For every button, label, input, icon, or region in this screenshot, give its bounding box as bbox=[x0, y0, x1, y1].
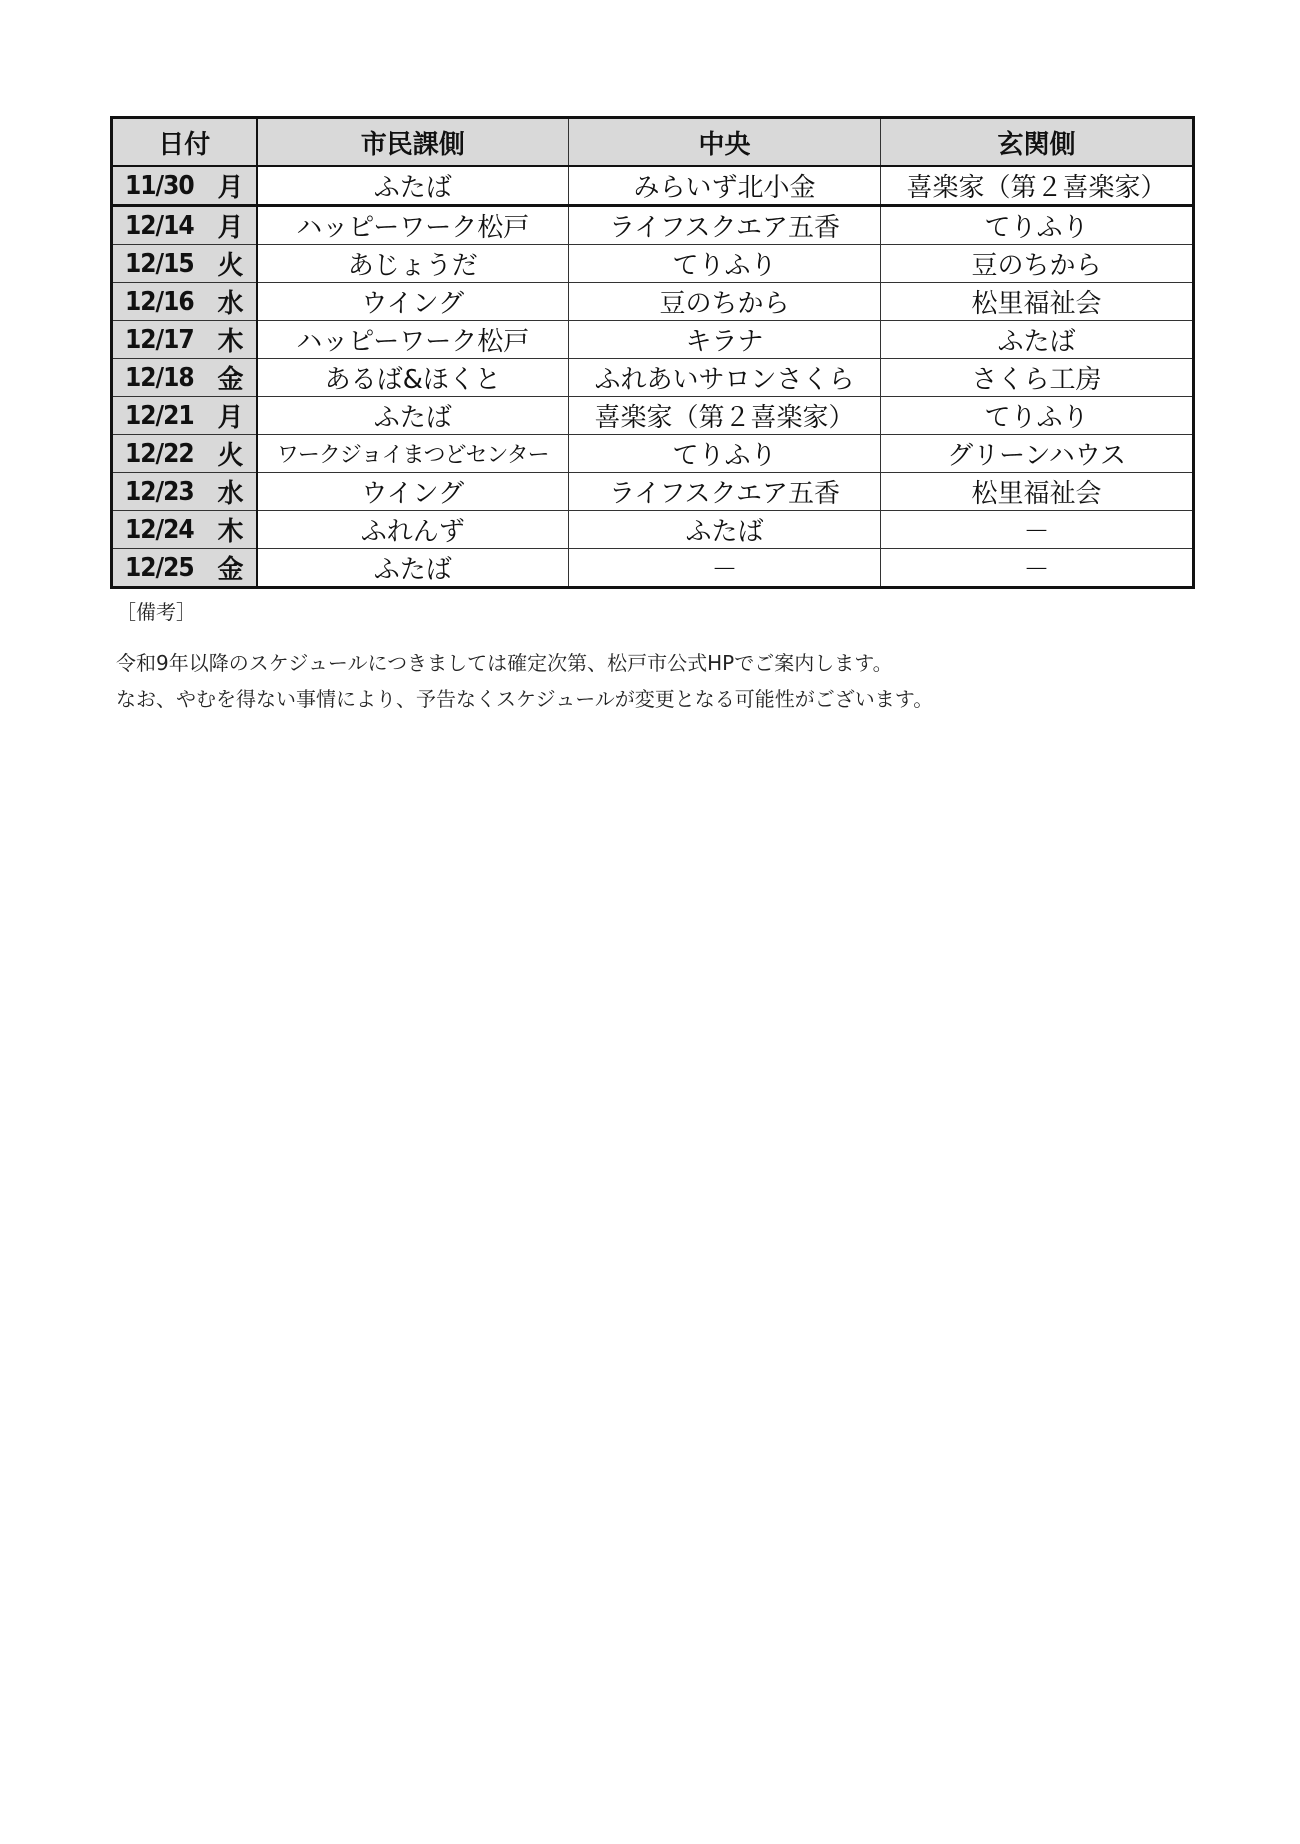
chuo-cell: 喜楽家（第２喜楽家） bbox=[569, 397, 881, 435]
date-cell: 12/18 bbox=[112, 359, 206, 397]
table-row bbox=[112, 166, 1194, 206]
shimin-cell: あるば&ほくと bbox=[257, 359, 569, 397]
weekday-cell: 木 bbox=[206, 321, 257, 359]
shimin-cell: ウイング bbox=[257, 473, 569, 511]
weekday-cell: 月 bbox=[206, 397, 257, 435]
chuo-cell: － bbox=[569, 549, 881, 588]
weekday-cell: 金 bbox=[206, 549, 257, 588]
date-cell: 12/15 bbox=[112, 245, 206, 283]
table-row bbox=[112, 245, 1194, 283]
chuo-cell: てりふり bbox=[569, 245, 881, 283]
notes-label: ［備考］ bbox=[116, 600, 196, 624]
genkan-cell: － bbox=[881, 511, 1194, 549]
date-cell: 12/23 bbox=[112, 473, 206, 511]
schedule-table bbox=[110, 116, 1195, 589]
weekday-cell: 火 bbox=[206, 245, 257, 283]
shimin-cell: ハッピーワーク松戸 bbox=[257, 206, 569, 245]
shimin-cell: ふたば bbox=[257, 397, 569, 435]
chuo-cell: ふたば bbox=[569, 511, 881, 549]
table-row bbox=[112, 511, 1194, 549]
shimin-cell: ふれんず bbox=[257, 511, 569, 549]
table-row bbox=[112, 549, 1194, 588]
chuo-cell: キラナ bbox=[569, 321, 881, 359]
weekday-cell: 水 bbox=[206, 473, 257, 511]
genkan-cell: － bbox=[881, 549, 1194, 588]
chuo-cell: ふれあいサロンさくら bbox=[569, 359, 881, 397]
shimin-cell: ハッピーワーク松戸 bbox=[257, 321, 569, 359]
table-row bbox=[112, 435, 1194, 473]
genkan-cell: 松里福祉会 bbox=[881, 283, 1194, 321]
table-row bbox=[112, 206, 1194, 245]
genkan-cell: さくら工房 bbox=[881, 359, 1194, 397]
note-line-schedule: 令和9年以降のスケジュールにつきましては確定次第、松戸市公式HPでご案内します。 bbox=[116, 651, 893, 675]
genkan-cell: てりふり bbox=[881, 397, 1194, 435]
genkan-cell: 喜楽家（第２喜楽家） bbox=[881, 166, 1194, 206]
date-cell: 12/17 bbox=[112, 321, 206, 359]
shimin-cell: ふたば bbox=[257, 166, 569, 206]
shimin-cell: あじょうだ bbox=[257, 245, 569, 283]
header-genkan: 玄関側 bbox=[881, 118, 1194, 167]
note-line-change: なお、やむを得ない事情により、予告なくスケジュールが変更となる可能性がございます。 bbox=[116, 687, 934, 711]
table-row bbox=[112, 473, 1194, 511]
weekday-cell: 木 bbox=[206, 511, 257, 549]
shimin-cell: ワークジョイまつどセンター bbox=[257, 435, 569, 473]
table-row bbox=[112, 283, 1194, 321]
chuo-cell: ライフスクエア五香 bbox=[569, 473, 881, 511]
genkan-cell: 松里福祉会 bbox=[881, 473, 1194, 511]
date-cell: 11/30 bbox=[112, 166, 206, 206]
date-cell: 12/22 bbox=[112, 435, 206, 473]
date-cell: 12/24 bbox=[112, 511, 206, 549]
weekday-cell: 水 bbox=[206, 283, 257, 321]
date-cell: 12/14 bbox=[112, 206, 206, 245]
shimin-cell: ふたば bbox=[257, 549, 569, 588]
chuo-cell: 豆のちから bbox=[569, 283, 881, 321]
table-row bbox=[112, 397, 1194, 435]
table-row bbox=[112, 321, 1194, 359]
date-cell: 12/16 bbox=[112, 283, 206, 321]
genkan-cell: グリーンハウス bbox=[881, 435, 1194, 473]
weekday-cell: 金 bbox=[206, 359, 257, 397]
chuo-cell: ライフスクエア五香 bbox=[569, 206, 881, 245]
weekday-cell: 火 bbox=[206, 435, 257, 473]
chuo-cell: みらいず北小金 bbox=[569, 166, 881, 206]
genkan-cell: てりふり bbox=[881, 206, 1194, 245]
genkan-cell: ふたば bbox=[881, 321, 1194, 359]
table-row bbox=[112, 359, 1194, 397]
genkan-cell: 豆のちから bbox=[881, 245, 1194, 283]
header-chuo: 中央 bbox=[569, 118, 881, 167]
date-cell: 12/25 bbox=[112, 549, 206, 588]
table-header-row bbox=[112, 118, 1194, 167]
shimin-cell: ウイング bbox=[257, 283, 569, 321]
weekday-cell: 月 bbox=[206, 166, 257, 206]
weekday-cell: 月 bbox=[206, 206, 257, 245]
chuo-cell: てりふり bbox=[569, 435, 881, 473]
header-date: 日付 bbox=[112, 118, 257, 167]
date-cell: 12/21 bbox=[112, 397, 206, 435]
notes-section bbox=[116, 596, 1196, 717]
header-shimin: 市民課側 bbox=[257, 118, 569, 167]
